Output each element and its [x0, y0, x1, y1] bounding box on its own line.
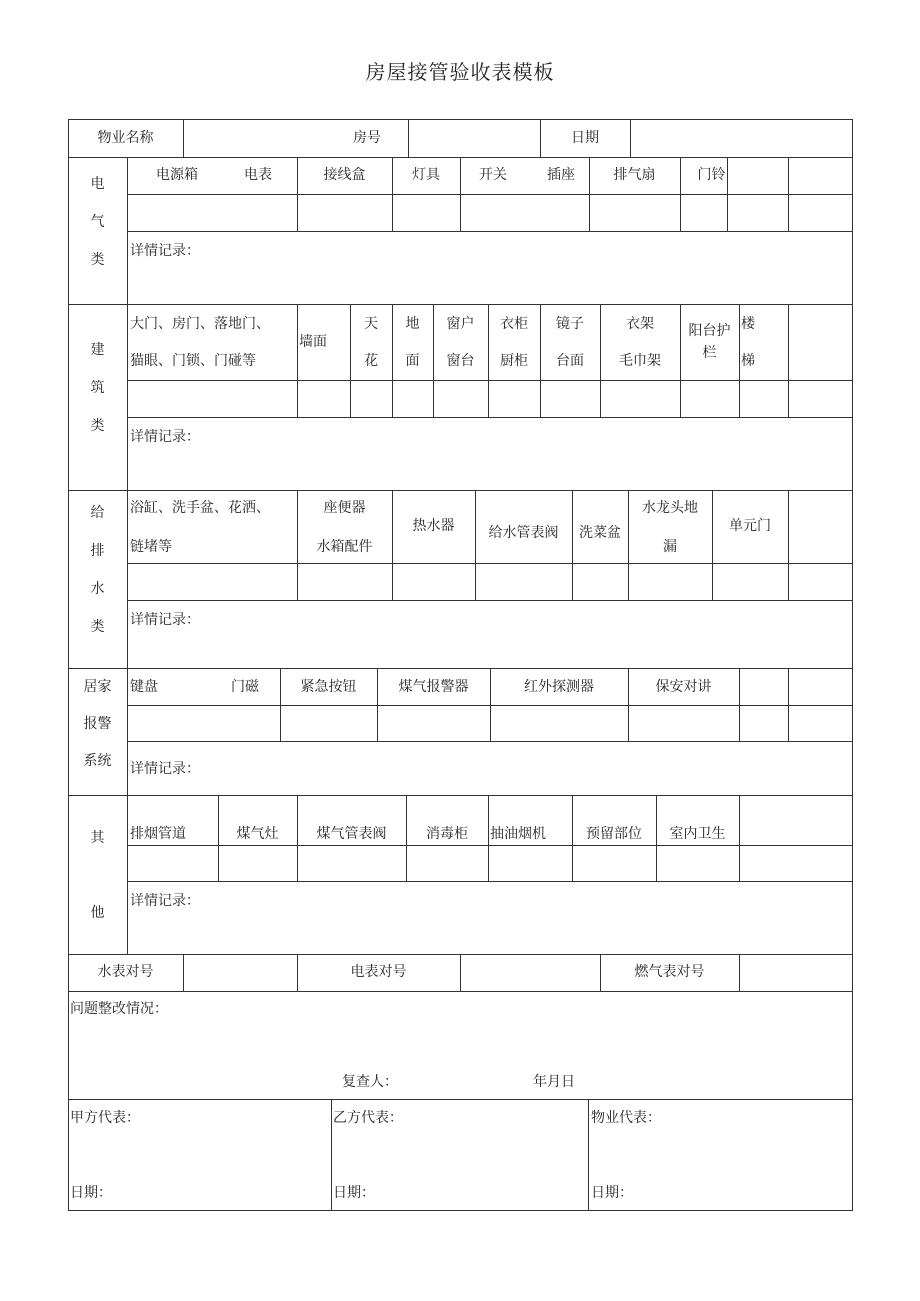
water-meter-label: 水表对号: [97, 964, 154, 980]
item-faucet-1: 水龙头地: [642, 500, 698, 516]
item-doorbell: 门铃: [697, 167, 726, 183]
item-door-sensor: 门磁: [231, 679, 259, 695]
detail-label-plumbing: 详情记录：: [130, 612, 200, 628]
item-socket: 插座: [547, 167, 575, 183]
electric-meter-field[interactable]: [461, 955, 599, 990]
room-no-label: 房号: [353, 130, 381, 146]
party-b-date-label: 日期：: [333, 1185, 375, 1201]
detail-label-other: 详情记录：: [130, 893, 200, 909]
property-name-field[interactable]: [184, 121, 407, 155]
detail-label-alarm: 详情记录：: [130, 761, 200, 777]
item-indoor-hygiene: 室内卫生: [669, 826, 726, 842]
item-junction-box: 接线盒: [323, 167, 366, 183]
detail-field-plumbing[interactable]: [128, 601, 852, 668]
detail-field-alarm[interactable]: [128, 742, 852, 795]
property-name-label: 物业名称: [97, 130, 154, 146]
item-stairs-1: 楼: [741, 316, 755, 332]
item-window-2: 窗台: [446, 353, 475, 369]
rectification-field[interactable]: [69, 1020, 851, 1070]
item-smoke-exhaust-pipe: 排烟管道: [130, 826, 186, 842]
item-railing-1: 阳台护: [688, 323, 731, 339]
item-unit-door: 单元门: [729, 518, 771, 534]
item-cabinet-1: 衣柜: [500, 316, 528, 332]
item-ceiling-2: 花: [364, 353, 378, 369]
detail-field-electrical[interactable]: [128, 232, 852, 304]
category-other: 其 他: [90, 830, 105, 921]
item-panic-button: 紧急按钮: [300, 679, 357, 695]
detail-label-electrical: 详情记录：: [130, 243, 200, 259]
item-doors-line1: 大门、房门、落地门、: [130, 316, 270, 332]
item-window-1: 窗户: [446, 316, 475, 332]
review-date-label: 年月日: [533, 1074, 575, 1090]
item-sterilizer: 消毒柜: [426, 826, 468, 842]
item-rack-1: 衣架: [626, 316, 654, 332]
date-field[interactable]: [631, 121, 851, 155]
gas-meter-field[interactable]: [740, 955, 851, 990]
electric-meter-label: 电表对号: [350, 964, 407, 980]
property-rep-label: 物业代表：: [591, 1110, 661, 1126]
category-plumbing: 给 排 水 类: [90, 505, 105, 635]
item-intercom: 保安对讲: [655, 679, 712, 695]
item-mirror-1: 镜子: [556, 316, 584, 332]
water-meter-field[interactable]: [184, 955, 296, 990]
item-keypad: 键盘: [130, 679, 158, 695]
form-title: 房屋接管验收表模板: [365, 60, 555, 84]
item-rack-2: 毛巾架: [619, 353, 661, 369]
item-power-box: 电源箱: [156, 167, 198, 183]
item-meter: 电表: [244, 167, 272, 183]
item-toilet-2: 水箱配件: [316, 539, 373, 555]
item-cabinet-2: 厨柜: [500, 353, 528, 369]
rectification-label: 问题整改情况：: [70, 1001, 168, 1017]
item-wall: 墙面: [299, 334, 327, 350]
party-a-label: 甲方代表：: [70, 1110, 140, 1126]
item-water-meter-valve: 给水管表阀: [488, 525, 559, 541]
item-switch: 开关: [479, 167, 507, 183]
item-ceiling-1: 天: [364, 316, 378, 332]
detail-label-building: 详情记录：: [130, 429, 200, 445]
item-mirror-2: 台面: [556, 353, 584, 369]
item-lamps: 灯具: [412, 167, 440, 183]
detail-field-building[interactable]: [128, 418, 852, 490]
category-electrical: 电 气 类: [90, 176, 105, 268]
item-floor-2: 面: [405, 353, 420, 369]
reviewer-label: 复查人：: [342, 1074, 398, 1090]
item-bath-line2: 链堵等: [130, 539, 172, 555]
item-floor-1: 地: [405, 316, 420, 332]
item-exhaust-fan: 排气扇: [613, 167, 656, 183]
party-a-date-label: 日期：: [70, 1185, 112, 1201]
category-building: 建 筑 类: [90, 342, 105, 434]
room-no-field[interactable]: [409, 121, 539, 155]
property-rep-date-label: 日期：: [591, 1185, 633, 1201]
gas-meter-label: 燃气表对号: [634, 964, 705, 980]
category-alarm: 居家 报警 系统: [83, 679, 112, 769]
item-range-hood: 抽油烟机: [490, 826, 546, 842]
item-infrared-detector: 红外探测器: [524, 679, 594, 695]
item-sink: 洗菜盆: [579, 525, 621, 541]
item-railing-2: 栏: [702, 345, 717, 361]
party-b-label: 乙方代表：: [333, 1110, 403, 1126]
detail-field-other[interactable]: [128, 882, 852, 954]
item-stairs-2: 梯: [741, 353, 755, 369]
item-water-heater: 热水器: [412, 518, 455, 534]
item-toilet-1: 座便器: [323, 500, 366, 516]
item-reserved-area: 预留部位: [586, 826, 642, 842]
item-faucet-2: 漏: [663, 539, 677, 555]
date-label: 日期: [571, 130, 599, 146]
item-doors-line2: 猫眼、门锁、门碰等: [130, 353, 256, 369]
item-gas-stove: 煤气灶: [236, 826, 279, 842]
item-bath-line1: 浴缸、洗手盆、花洒、: [130, 500, 270, 516]
item-gas-pipe-valve: 煤气管表阀: [316, 826, 387, 842]
item-gas-alarm: 煤气报警器: [398, 679, 469, 695]
